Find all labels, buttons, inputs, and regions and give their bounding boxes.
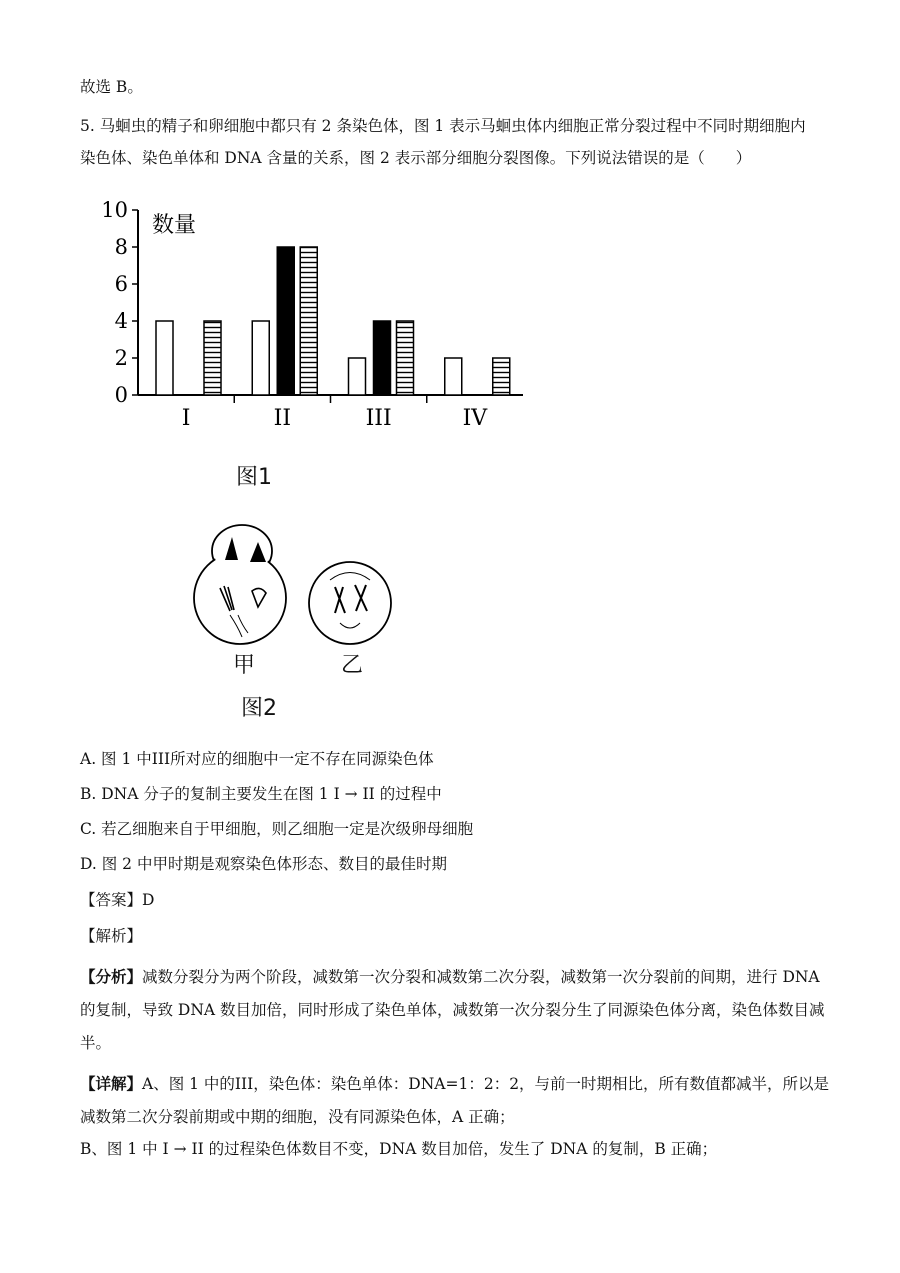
cell-yi	[309, 562, 391, 644]
x-tick-label: III	[365, 406, 392, 431]
y-tick-label: 10	[101, 198, 128, 222]
y-axis-label: 数量	[152, 213, 197, 238]
answer-tag: 【答案】	[80, 891, 143, 909]
y-tick-label: 2	[114, 346, 128, 370]
question-stem-line1	[80, 115, 840, 137]
y-tick-label: 0	[114, 383, 128, 407]
bar-striped	[204, 321, 221, 395]
option-b: B. DNA 分子的复制主要发生在图 1 I → II 的过程中	[80, 785, 442, 803]
question-number: 5.	[80, 117, 95, 135]
figure1-caption: 图1	[236, 465, 272, 490]
bar-white	[445, 358, 462, 395]
answer-line	[80, 889, 840, 911]
cell-jia	[194, 525, 286, 644]
xiangjie-text-a: A、图 1 中的III，染色体：染色单体：DNA=1：2：2，与前一时期相比，所有数值都减半，所以是减数第二次分裂前期或中期的细胞，没有同源染色体，A 正确；	[80, 1075, 830, 1126]
question-stem-text1: 马蛔虫的精子和卵细胞中都只有 2 条染色体，图 1 表示马蛔虫体内细胞正常分裂过程中不同时期细胞内	[99, 117, 806, 135]
fenxi-text: 减数分裂分为两个阶段，减数第一次分裂和减数第二次分裂，减数第一次分裂前的间期，进行 DNA 的复制，导致 DNA 数目加倍，同时形成了染色单体，减数第一次分裂分生了同源染色体分离，染色体数目减半。	[80, 968, 825, 1052]
y-tick-label: 6	[114, 272, 128, 296]
x-tick-label: IV	[462, 406, 488, 431]
answer-value: D	[142, 891, 155, 909]
figure2-caption: 图2	[241, 696, 277, 721]
fenxi-paragraph	[80, 960, 840, 1060]
option-a: A. 图 1 中III所对应的细胞中一定不存在同源染色体	[80, 750, 434, 768]
figure2-cell-diagrams	[180, 515, 400, 645]
xiangjie-tag: 【详解】	[80, 1074, 143, 1093]
fenxi-tag: 【分析】	[80, 967, 143, 986]
cell-jia-label: 甲	[233, 653, 256, 678]
xiangjie-text-b: B、图 1 中 I → II 的过程染色体数目不变，DNA 数目加倍，发生了 DNA 的复制，B 正确；	[80, 1140, 718, 1158]
option-d: D. 图 2 中甲时期是观察染色体形态、数目的最佳时期	[80, 855, 447, 873]
bar-white	[349, 358, 366, 395]
bar-striped	[300, 247, 317, 395]
xiangjie-paragraph	[80, 1067, 840, 1134]
x-tick-label: II	[273, 406, 292, 431]
y-tick-label: 8	[114, 235, 128, 259]
cell-yi-label: 乙	[341, 653, 364, 678]
x-tick-label: I	[181, 406, 191, 431]
bar-white	[252, 321, 269, 395]
bar-striped	[493, 358, 510, 395]
analysis-tag: 【解析】	[80, 927, 143, 945]
question-stem-line2: 染色体、染色单体和 DNA 含量的关系，图 2 表示部分细胞分裂图像。下列说法错误的是（ ）	[80, 149, 752, 167]
bar-black	[374, 321, 391, 395]
bar-white	[156, 321, 173, 395]
figure1-bar-chart	[90, 195, 540, 445]
y-tick-label: 4	[114, 309, 128, 333]
previous-answer-end: 故选 B。	[80, 78, 143, 96]
bar-black	[277, 247, 294, 395]
option-c: C. 若乙细胞来自于甲细胞，则乙细胞一定是次级卵母细胞	[80, 820, 474, 838]
bar-striped	[397, 321, 414, 395]
